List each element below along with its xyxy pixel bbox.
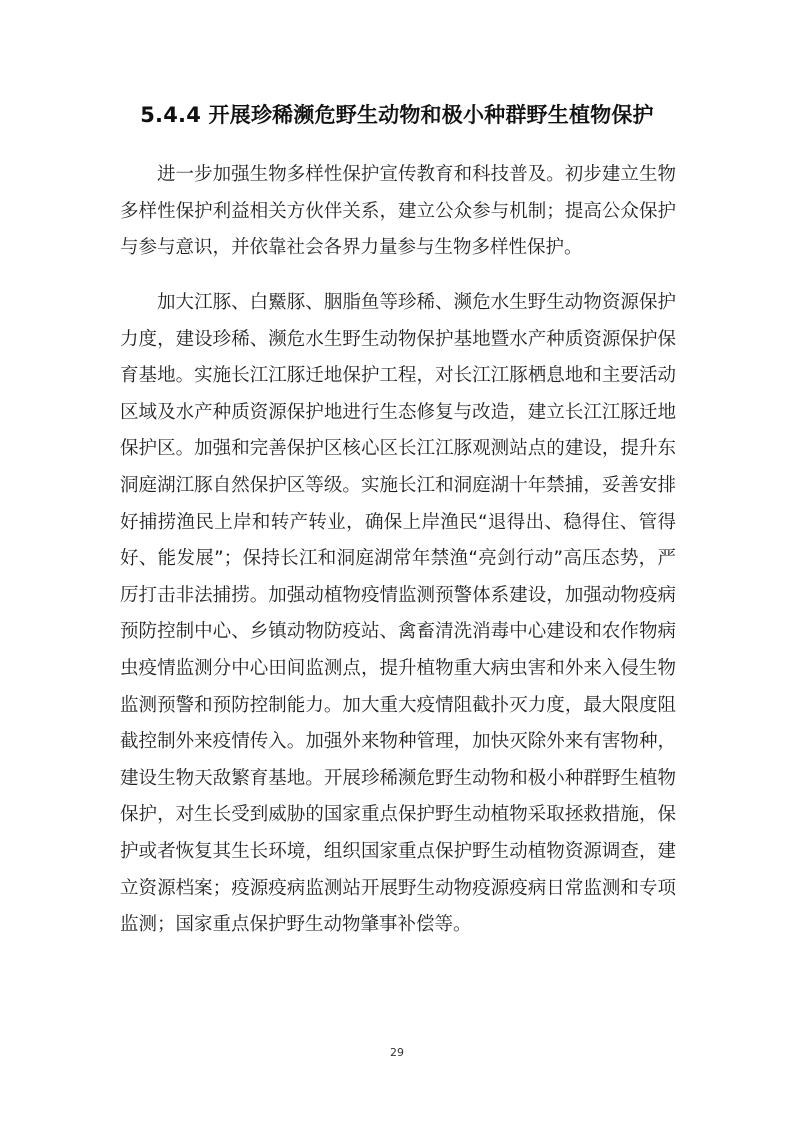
paragraph-2: 加大江豚、白鱀豚、胭脂鱼等珍稀、濒危水生野生动物资源保护力度，建设珍稀、濒危水生野生动物保护基地暨水产种质资源保护保育基地。实施长江江豚迁地保护工程，对长江江豚栖息地和主要活动区域及水产种质资源保护地进行生态修复与改造，建立长江江豚迁地保护区。加强和完善保护区核心区长江江豚观测站点的建设，提升东洞庭湖江豚自然保护区等级。实施长江和洞庭湖十年禁捕，妥善安排好捕捞渔民上岸和转产转业，确保上岸渔民“退得出、稳得住、管得好、能发展”；保持长江和洞庭湖常年禁渔“亮剑行动”高压态势，严厉打击非法捕捞。加强动植物疫情监测预警体系建设，加强动物疫病预防控制中心、乡镇动物防疫站、禽畜清洗消毒中心建设和农作物病虫疫情监测分中心田间监测点，提升植物重大病虫害和外来入侵生物监测预警和预防控制能力。加大重大疫情阻截扑灭力度，最大限度阻截控制外来疫情传入。加强外来物种管理，加快灭除外来有害物种，建设生物天敌繁育基地。开展珍稀濒危野生动物和极小种群野生植物保护，对生长受到威胁的国家重点保护野生动植物采取拯救措施，保护或者恢复其生长环境，组织国家重点保护野生动植物资源调查，建立资源档案；疫源疫病监测站开展野生动物疫源疫病日常监测和专项监测；国家重点保护野生动物肇事补偿等。 [120,292,676,936]
page-number: 29 [390,1046,404,1059]
section-title: 5.4.4 开展珍稀濒危野生动物和极小种群野生植物保护 [140,103,654,127]
paragraph-1: 进一步加强生物多样性保护宣传教育和科技普及。初步建立生物多样性保护利益相关方伙伴关系，建立公众参与机制；提高公众保护与参与意识，并依靠社会各界力量参与生物多样性保护。 [120,164,676,259]
